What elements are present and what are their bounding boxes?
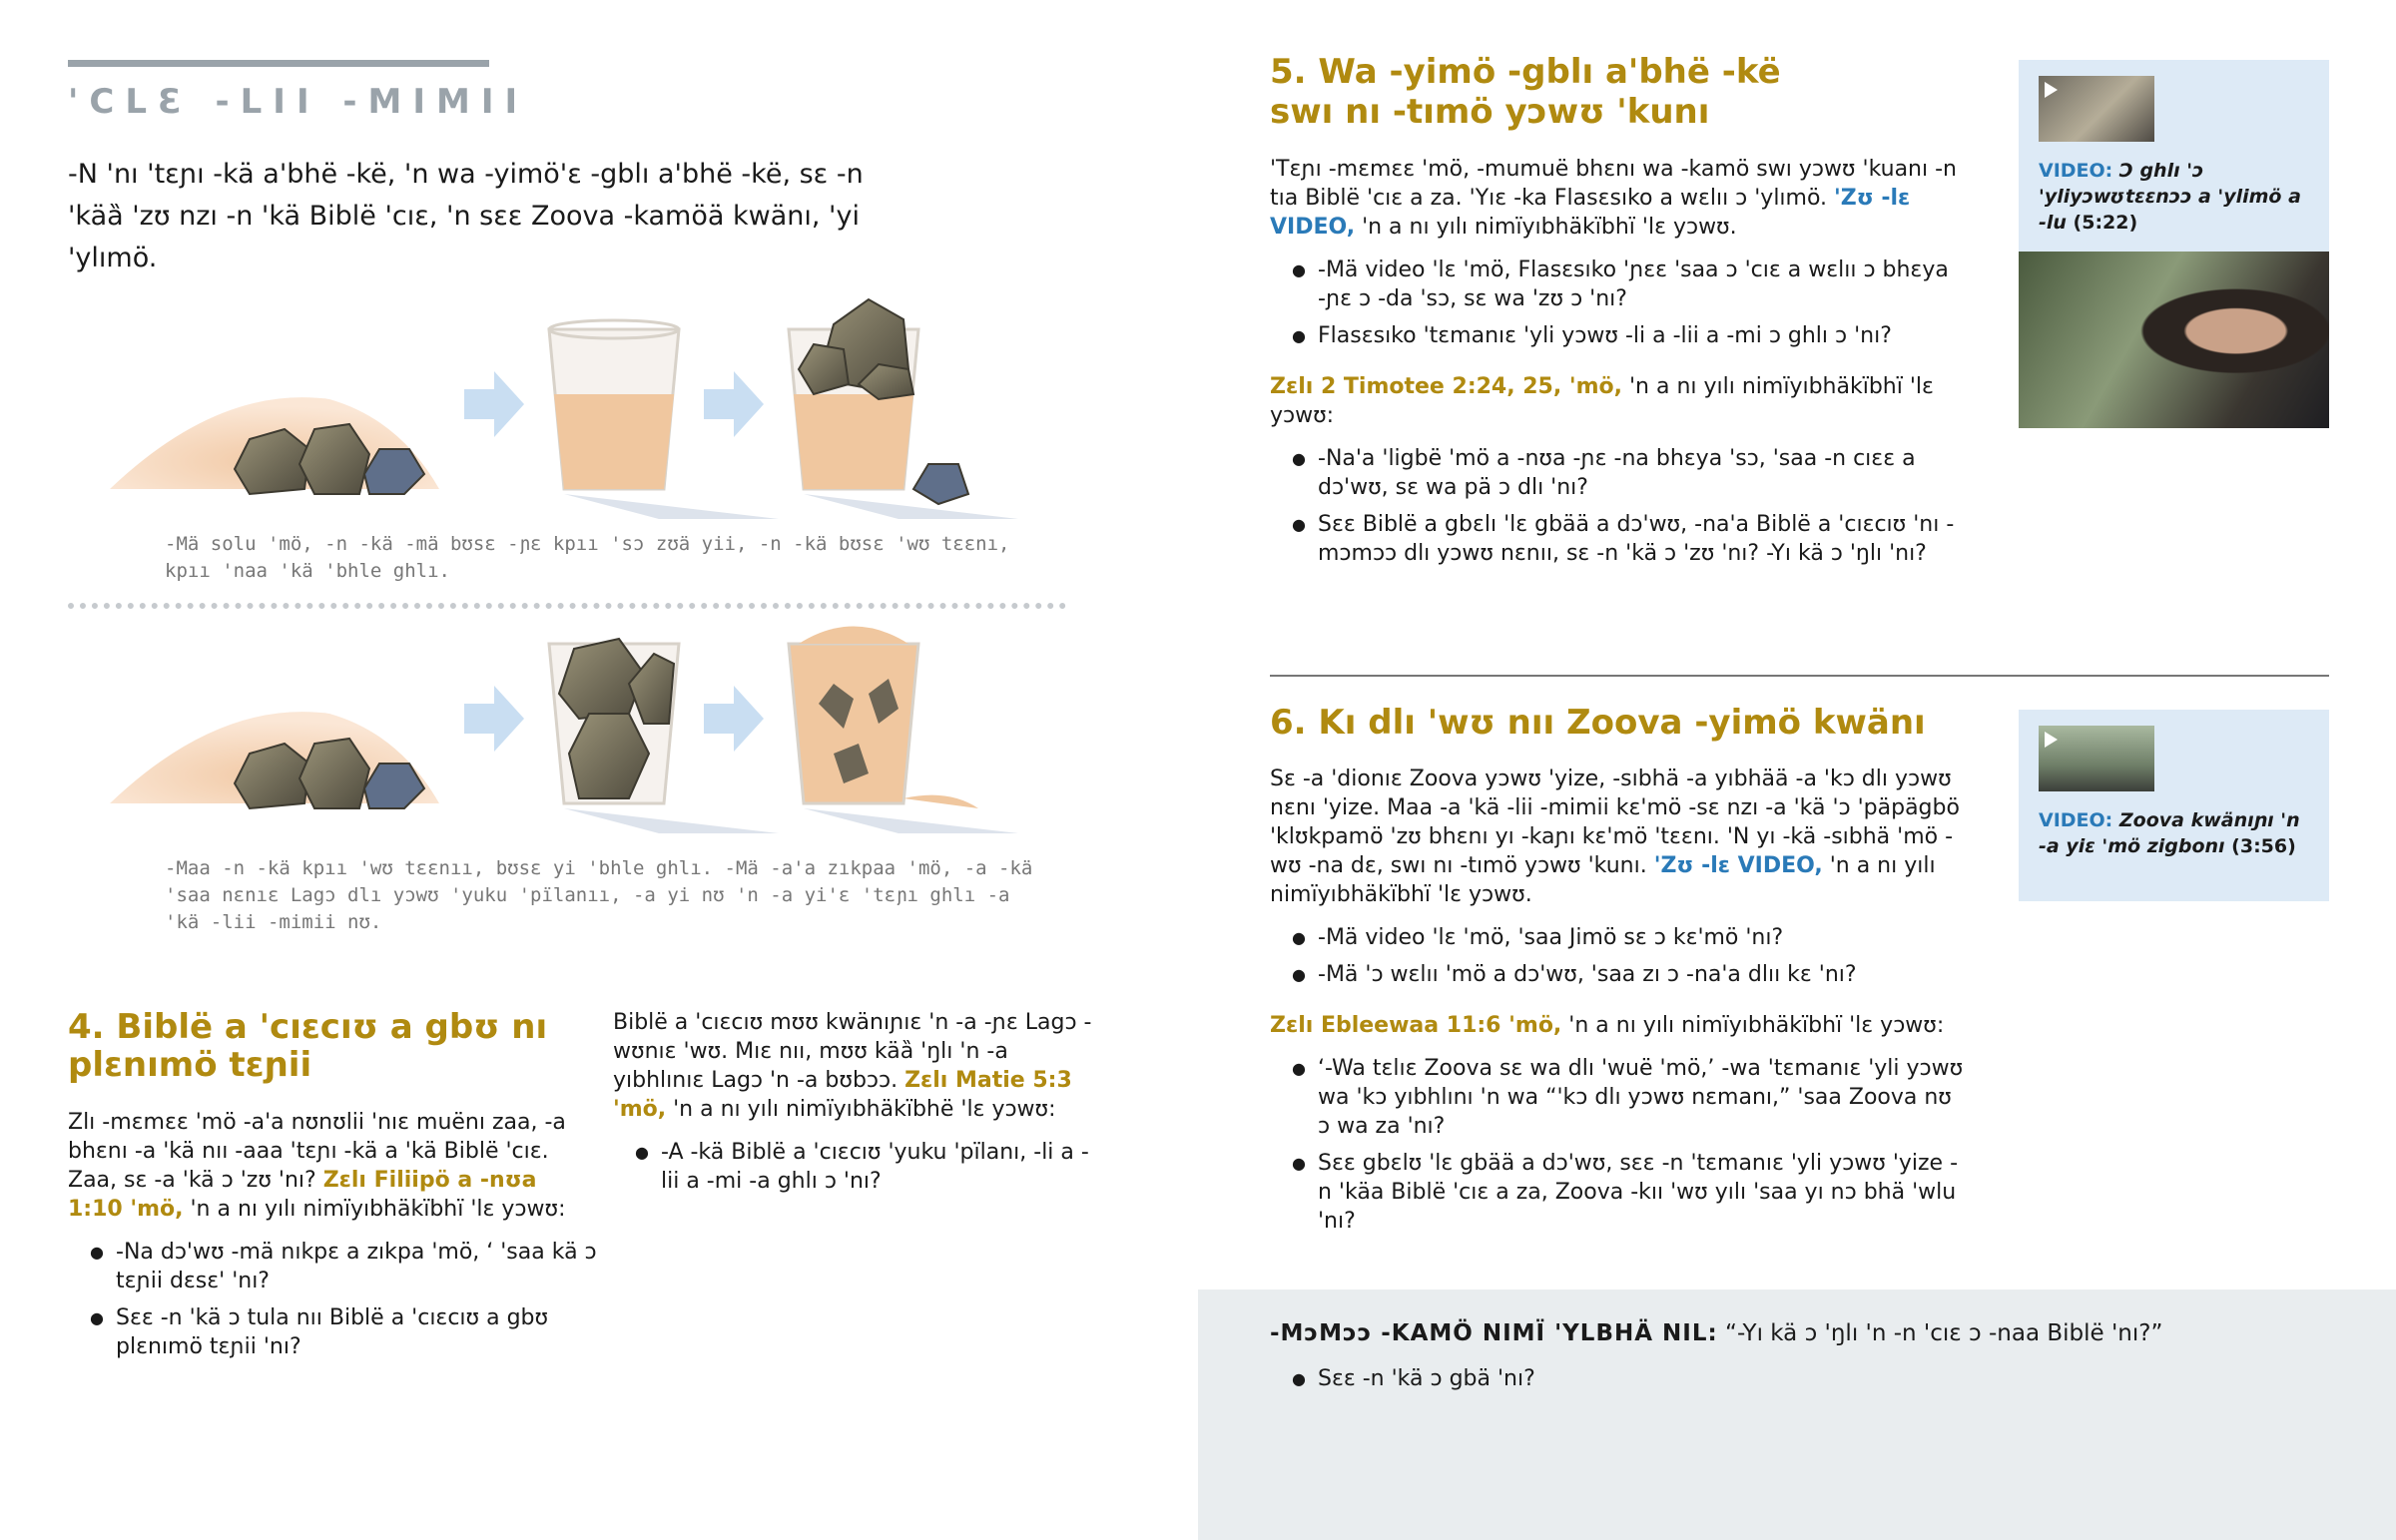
question-list xyxy=(1270,923,1969,989)
video-title: Zoova kwänıɲı 'n -a yiɛ 'mö zigbonı xyxy=(2039,809,2300,857)
scripture-reference[interactable]: Zɛlı Ebleewaa 11:6 'mö, xyxy=(1270,1013,1562,1038)
list-item: ● -Na dɔ'wʊ -mä nıkpɛ a zıkpa 'mö, ‘ 'saa kä ɔ tɛɲii dɛsɛ' 'nı? xyxy=(68,1238,597,1295)
video-card-2[interactable] xyxy=(2019,710,2329,901)
question-list xyxy=(1270,444,1959,568)
arrow-right-2 xyxy=(704,371,764,437)
list-item: ● ‘-Wa tɛlıɛ Zoova sɛ wa dlı 'wuë 'mö,’ -wa 'tɛmanıɛ 'yli yɔwʊ wa 'kɔ yıbhlını 'n wa “'kɔ dlı yɔwʊ nɛmanı,” 'saa Zoova nʊ ɔ wa za 'nı? xyxy=(1270,1054,1969,1141)
paragraph-text: Sɛ -a 'dionıɛ Zoova yɔwʊ 'yize, -sıbhä -a yıbhää -a 'kɔ dlı yɔwʊ nɛnı 'yize. Maa -a 'kä -lii -mimii kɛ'mö -sɛ nzı -a 'kä 'ɔ 'päpägbö 'klʊkpamö 'zʊ bhɛnı yı -kaɲı kɛ'mö 'tɛɛnı. 'N yı -kä -sıbhä 'mö -wʊ -na dɛ, swı nı -tımö yɔwʊ 'kunı. xyxy=(1270,767,1960,878)
section-5-heading: 5. Wa -yimö -gblı a'bhë -kë swı nı -tımö yɔwʊ 'kunı xyxy=(1270,52,1781,132)
section-6-heading: 6. Kı dlı 'wʊ nıı Zoova -yimö kwänı xyxy=(1270,703,1926,743)
review-lead: -MɔMɔɔ -KAMÖ NIMÏ 'YLBHÄ NIL: xyxy=(1270,1320,1718,1346)
scripture-reference[interactable]: Zɛlı Filiipö a -nʊa 1:10 'mö, xyxy=(68,1168,537,1222)
list-item: ● Sɛɛ gbɛlʊ 'lɛ gbää a dɔ'wʊ, sɛɛ -n 'tɛmanıɛ 'yli yɔwʊ 'yize -n 'käa Biblë 'cıɛ a za, Zoova -kıı 'wʊ yılı 'saa yı nɔ bhä 'wlu 'nı? xyxy=(1270,1149,1969,1236)
glass-sand-rocks xyxy=(789,299,1018,519)
review-question xyxy=(1270,1317,2308,1403)
video-card-1[interactable] xyxy=(2019,60,2329,428)
video-duration: (5:22) xyxy=(2066,212,2138,234)
video-duration: (3:56) xyxy=(2224,835,2296,857)
paragraph-text: 'Tɛɲı -mɛmɛɛ 'mö, -mumuë bhɛnı wa -kamö swı yɔwʊ 'kuanı -n tıa Biblë 'cıɛ a za. 'Yıɛ -ka Flasɛsıko a wɛlıı ɔ 'ylımö. xyxy=(1270,157,1957,211)
video-thumbnail[interactable] xyxy=(2039,76,2154,142)
video-link[interactable]: 'Zʊ -lɛ VIDEO, xyxy=(1653,853,1823,878)
paragraph-text: Biblë a 'cıɛcıʊ mʊʊ kwänıɲıɛ 'n -a -ɲɛ Lagɔ -wʊnıɛ 'wʊ. Mıɛ nıı, mʊʊ käȁ 'ŋlı 'n -a yıbhlınıɛ Lagɔ 'n -a bʊbɔɔ. xyxy=(613,1010,1092,1093)
section-kicker: 'CLƐ -LII -MIMII xyxy=(68,82,529,122)
video-still-photo xyxy=(2019,252,2329,428)
header-rule xyxy=(68,60,489,67)
video-caption xyxy=(2039,158,2308,236)
list-item: ● Sɛɛ -n 'kä ɔ gbä 'nı? xyxy=(1270,1363,2308,1395)
glass-rocks-sand xyxy=(789,627,1018,834)
play-icon[interactable] xyxy=(2045,82,2058,98)
caption-illustration-1: -Mä solu 'mö, -n -kä -mä bʊsɛ -ɲɛ kpıı 'sɔ zʊä yii, -n -kä bʊsɛ 'wʊ tɛɛnı, kpıı 'naa 'kä 'bhle ghlı. xyxy=(165,533,1010,582)
paragraph-text: 'n a nı yılı nimïyıbhäkïbhï 'lɛ yɔwʊ: xyxy=(1561,1013,1945,1038)
question-list xyxy=(68,1238,597,1361)
video-thumbnail[interactable] xyxy=(2039,726,2154,791)
list-item: ● -Mä video 'lɛ 'mö, Flasɛsıko 'ɲɛɛ 'saa ɔ 'cıɛ a wɛlıı ɔ bhɛya -ɲɛ ɔ -da 'sɔ, sɛ wa 'zʊ ɔ 'nı? xyxy=(1270,256,1959,313)
paragraph-text: 'n a nı yılı nimïyıbhäkïbhï 'lɛ yɔwʊ. xyxy=(1270,853,1936,907)
section-4-column-2 xyxy=(613,1008,1102,1204)
section-4-heading: 4. Biblë a 'cıɛcıʊ a gbʊ nı plɛnımö tɛɲii xyxy=(68,1007,548,1085)
list-item: ● -A -kä Biblë a 'cıɛcıʊ 'yuku 'pïlanı, -li a -lii a -mi -a ghlı ɔ 'nı? xyxy=(613,1138,1102,1196)
play-icon[interactable] xyxy=(2045,732,2058,748)
list-item: ● Sɛɛ Biblë a gbɛlı 'lɛ gbää a dɔ'wʊ, -na'a Biblë a 'cıɛcıʊ 'nı -mɔmɔɔ dlı yɔwʊ nɛnıı, sɛ -n 'kä ɔ 'zʊ 'nı? -Yı kä ɔ 'ŋlı 'nı? xyxy=(1270,510,1959,568)
paragraph-text: Zlı -mɛmɛɛ 'mö -a'a nʊnʊlii 'nıɛ muënı zaa, -a bhɛnı -a 'kä nıı -aaa 'tɛɲı -kä a 'kä Biblë 'cıɛ. Zaa, sɛ -a 'kä ɔ 'zʊ 'nı? xyxy=(68,1110,566,1193)
review-list xyxy=(1270,1363,2308,1395)
section-5-body xyxy=(1270,155,1959,576)
arrow-right-2 xyxy=(704,686,764,752)
paragraph-text: 'n a nı yılı nimïyıbhäkïbhï 'lɛ yɔwʊ: xyxy=(183,1197,566,1222)
section-divider xyxy=(1270,675,2329,677)
paragraph-text: 'n a nı yılı nimïyıbhäkïbhï 'lɛ yɔwʊ: xyxy=(1270,374,1934,428)
list-item: ● -Na'a 'ligbë 'mö a -nʊa -ɲɛ -na bhɛya 'sɔ, 'saa -n cıɛɛ a dɔ'wʊ, sɛ wa pä ɔ dlı 'nı? xyxy=(1270,444,1959,502)
list-item: ● Sɛɛ -n 'kä ɔ tula nıı Biblë a 'cıɛcıʊ a gbʊ plɛnımö tɛɲii 'nı? xyxy=(68,1303,597,1361)
question-list xyxy=(1270,256,1959,350)
paragraph-text: 'n a nı yılı nimïyıbhäkïbhë 'lɛ yɔwʊ: xyxy=(666,1097,1056,1122)
video-label: VIDEO: xyxy=(2039,809,2113,831)
list-item: ● Flasɛsıko 'tɛmanıɛ 'yli yɔwʊ -li a -lii a -mi ɔ ghlı ɔ 'nı? xyxy=(1270,321,1959,350)
review-question-text: “-Yı kä ɔ 'ŋlı 'n -n 'cıɛ ɔ -naa Biblë 'nı?” xyxy=(1717,1320,2163,1346)
section-6-body xyxy=(1270,765,1969,1244)
video-caption xyxy=(2039,807,2308,859)
question-list xyxy=(1270,1054,1969,1236)
caption-illustration-2: -Maa -n -kä kpıı 'wʊ tɛɛnıı, bʊsɛ yi 'bhle ghlı. -Mä -a'a zıkpaa 'mö, -a -kä 'saa nɛnıɛ Lagɔ dlı yɔwʊ 'yuku 'pïlanıı, -a yi nʊ 'n -a yi'ɛ 'tɛɲı ghlı -a 'kä -lii -mimii nʊ. xyxy=(165,857,1033,933)
video-label: VIDEO: xyxy=(2039,160,2113,182)
question-list xyxy=(613,1138,1102,1196)
arrow-right xyxy=(464,371,524,437)
video-link[interactable]: 'Zʊ -lɛ VIDEO, xyxy=(1270,186,1911,240)
scripture-reference[interactable]: Zɛlı 2 Timotee 2:24, 25, 'mö, xyxy=(1270,374,1623,399)
section-4-column-1 xyxy=(68,1108,597,1369)
rock-group xyxy=(235,739,424,808)
rock-group xyxy=(235,424,424,494)
video-title: Ɔ ghlı 'ɔ 'yliyɔwʊtɛɛnɔɔ a 'ylimö a -lu xyxy=(2039,160,2301,234)
illustration-sand-then-rocks xyxy=(100,289,1078,519)
list-item: ● -Mä 'ɔ wɛlıı 'mö a dɔ'wʊ, 'saa zı ɔ -na'a dlıı kɛ 'nı? xyxy=(1270,960,1969,989)
intro-paragraph: -N 'nı 'tɛɲı -kä a'bhë -kë, 'n wa -yimö'ɛ -gblı a'bhë -kë, sɛ -n 'käȁ 'zʊ nzı -n 'kä Biblë 'cıɛ, 'n sɛɛ Zoova -kamöä kwänı, 'yi 'ylımö. xyxy=(68,159,864,273)
illustration-rocks-then-sand xyxy=(100,604,1078,833)
arrow-right xyxy=(464,686,524,752)
list-item: ● -Mä video 'lɛ 'mö, 'saa Jimö sɛ ɔ kɛ'mö 'nı? xyxy=(1270,923,1969,952)
paragraph-text: 'n a nı yılı nimïyıbhäkïbhï 'lɛ yɔwʊ. xyxy=(1355,215,1737,240)
scripture-reference[interactable]: Zɛlı Matie 5:3 'mö, xyxy=(613,1068,1072,1122)
